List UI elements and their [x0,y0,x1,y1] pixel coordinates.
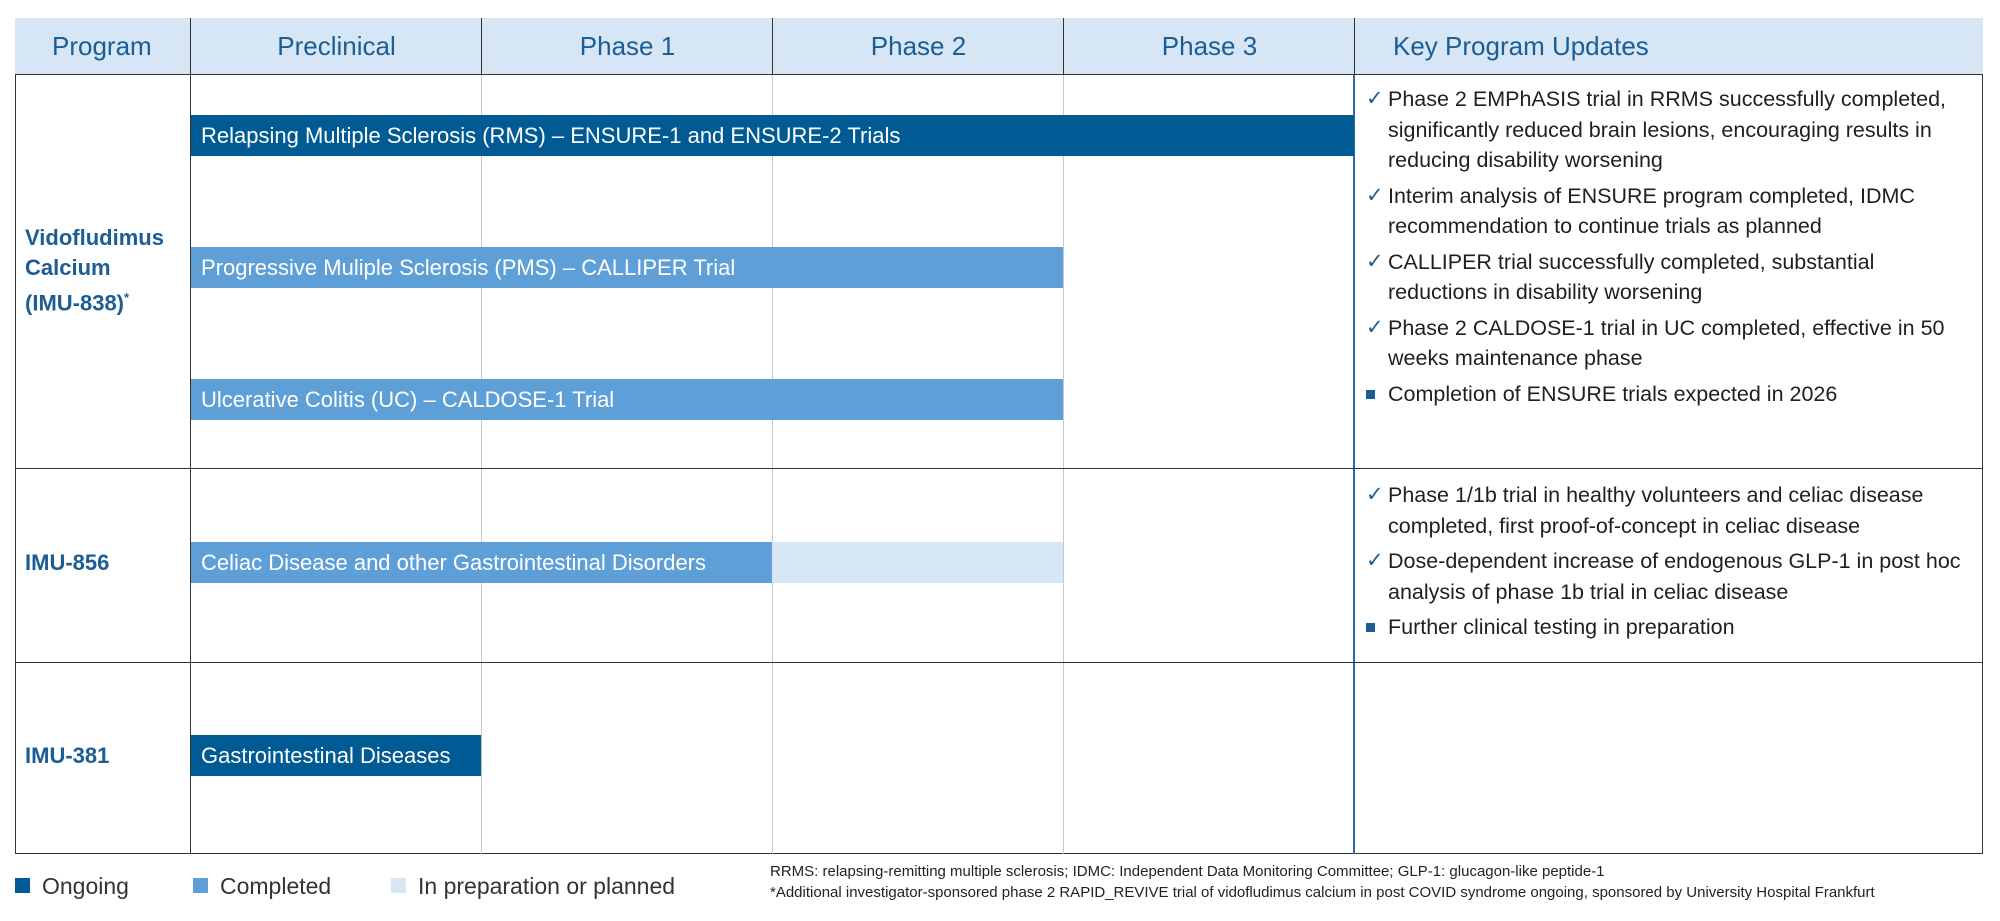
header-phase-3: Phase 3 [1161,31,1258,61]
legend-swatch-completed [193,878,208,893]
row-divider [15,468,1983,469]
indication-bar-pms: Progressive Muliple Sclerosis (PMS) – CALLIPER Trial [191,247,1063,288]
column-divider-header [481,18,482,75]
update-item [1366,612,1976,643]
check-icon: ✓ [1366,315,1384,339]
check-icon: ✓ [1366,183,1384,207]
square-bullet-icon [1366,623,1375,632]
update-text: CALLIPER trial successfully completed, substantial reductions in disability worsening [1388,249,1875,304]
update-text: Completion of ENSURE trials expected in 2026 [1388,381,1838,406]
check-icon: ✓ [1366,249,1384,273]
update-item [1366,247,1976,308]
update-text: Interim analysis of ENSURE program completed, IDMC recommendation to continue trials as planned [1388,183,1915,238]
header-preclinical: Preclinical [277,31,396,61]
header-phase-2: Phase 2 [870,31,967,61]
updates-list-imu-856 [1366,480,1976,648]
column-divider-header [772,18,773,75]
update-item [1366,84,1976,176]
footnote-mark: * [124,290,130,305]
check-icon: ✓ [1366,483,1384,506]
check-icon: ✓ [1366,87,1384,110]
phase-gridline [1063,75,1064,854]
legend-swatch-ongoing [15,878,30,893]
footnote-asterisk: *Additional investigator-sponsored phase 2 RAPID_REVIVE trial of vidofludimus calcium in post COVID syndrome ongoing, sponsored by University Hospital Frankfurt [770,884,1875,901]
update-text: Further clinical testing in preparation [1388,615,1735,639]
footnote-abbreviations: RRMS: relapsing-remitting multiple sclerosis; IDMC: Independent Data Monitoring Committee; GLP-1: glucagon-like peptide-1 [770,863,1605,880]
phase-gridline [772,75,773,854]
indication-bar-celiac: Celiac Disease and other Gastrointestinal Disorders [191,542,772,583]
update-item [1366,480,1976,541]
update-text: Phase 2 EMPhASIS trial in RRMS successfully completed, significantly reduced brain lesions, encouraging results in reducing disability worsening [1388,87,1947,172]
program-name-vidofludimus: Vidofludimus Calcium (IMU-838)* [25,225,164,316]
updates-divider [1353,75,1355,854]
column-divider-header [1354,18,1355,75]
row-divider [15,662,1983,663]
update-text: Phase 1/1b trial in healthy volunteers and celiac disease completed, first proof-of-concept in celiac disease [1388,483,1924,538]
program-name-imu-381: IMU-381 [25,743,110,768]
indication-bar-rms: Relapsing Multiple Sclerosis (RMS) – ENSURE-1 and ENSURE-2 Trials [191,115,1354,156]
check-icon: ✓ [1366,549,1384,572]
header-phase-1: Phase 1 [579,31,676,61]
legend-swatch-planned [391,878,406,893]
update-item [1366,546,1976,607]
indication-bar-uc: Ulcerative Colitis (UC) – CALDOSE-1 Trial [191,379,1063,420]
column-divider-header [1063,18,1064,75]
updates-list-vidofludimus [1366,84,1976,414]
update-text: Dose-dependent increase of endogenous GLP-1 in post hoc analysis of phase 1b trial in celiac disease [1388,549,1961,604]
indication-bar-gi: Gastrointestinal Diseases [191,735,481,776]
phase-gridline [481,75,482,854]
header-program: Program [52,31,152,61]
program-name-imu-856: IMU-856 [25,550,110,575]
update-item [1366,313,1976,374]
update-item [1366,181,1976,242]
square-bullet-icon [1366,390,1375,399]
update-item [1366,379,1976,410]
header-updates: Key Program Updates [1393,31,1649,61]
update-text: Phase 2 CALDOSE-1 trial in UC completed, effective in 50 weeks maintenance phase [1388,315,1945,370]
